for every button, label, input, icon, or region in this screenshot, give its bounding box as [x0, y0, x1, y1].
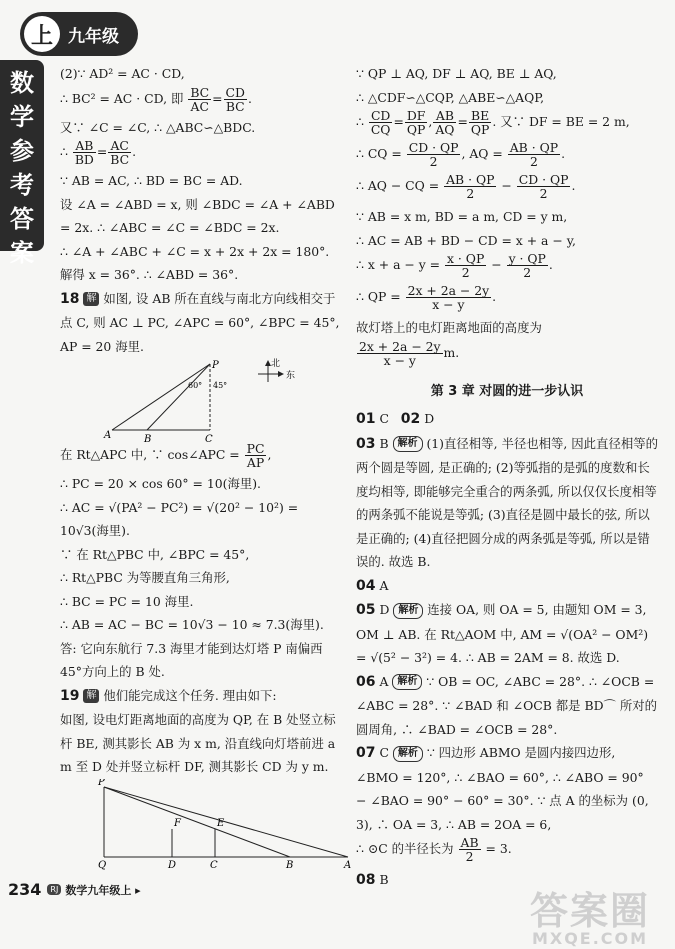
solution-line: 又∵ ∠C = ∠C, ∴ △ABC∽△BDC.: [60, 119, 256, 135]
sidebar-char: 参: [10, 137, 34, 165]
sidebar-char: 考: [10, 171, 34, 199]
fraction: $\frac{y \cdot QP}{2}$: [508, 251, 546, 280]
fraction: $\frac{AB \cdot QP}{2}$: [509, 140, 559, 169]
page-footer: [8, 880, 141, 899]
solution-line: ∴ x + a − y = $\frac{x \cdot QP}{2}$ − $\frac{y \cdot QP}{2}$ .: [356, 251, 553, 280]
watermark-text: 答案圈: [530, 889, 651, 933]
solution-line: ∵ 在 Rt△PBC 中, ∠BPC = 45°,: [60, 546, 250, 562]
angle-45: 45°: [213, 381, 228, 390]
solution-badge: 解: [83, 292, 99, 306]
solution-line: ∴ ∠A + ∠ABC + ∠C = x + 2x + 2x = 180°.: [60, 243, 330, 259]
analysis-badge: 解析: [393, 436, 423, 452]
solution-line: 在 Rt△APC 中, ∵ cos∠APC = $\frac{PC}{AP}$ ,: [60, 441, 272, 470]
solution-line: (2)∵ AD² = AC · CD,: [60, 66, 185, 81]
answer-07: 07 C 解析 ∵ 四边形 ABMO 是圆内接四边形, ∠BMO = 120°, ∴ ∠BAO = 60°, ∴ ∠ABO = 90° − ∠BAO = 90° − 60° = 30°. ∵ 点 A 的坐标为 (0, 3), ∴ OA = 3, ∴ AB = 2OA = 6,: [356, 745, 649, 832]
solution-line: $\frac{2x + 2a - 2y}{x - y}$ m.: [359, 338, 460, 368]
solution-line: 如图, 设电灯距离地面的高度为 QP, 在 B 处竖立标杆 BE, 测其影长 AB 为 x m, 沿直线向灯塔前进 a m 至 D 处并竖立标杆 DF, 测其影长 CD 为 y m.: [60, 712, 336, 774]
solution-line: 故灯塔上的电灯距离地面的高度为: [356, 320, 542, 335]
grade-header: [20, 12, 138, 56]
fraction: $\frac{AB}{AQ}$: [435, 108, 455, 137]
answer-06: 06 A 解析 ∵ OB = OC, ∠ABC = 28°. ∴ ∠OCB = ∠ABC = 28°. ∵ ∠BAD 和 ∠OCB 都是 BD⌒ 所对的圆周角, ∴ ∠BAD = ∠OCB = 28°.: [356, 673, 658, 737]
fraction: $\frac{CD \cdot QP}{2}$: [408, 140, 459, 169]
analysis-badge: 解析: [393, 603, 423, 619]
compass-north: 北: [271, 359, 281, 369]
left-column: [60, 62, 352, 871]
fraction: $\frac{DF}{QP}$: [406, 108, 426, 137]
answer-03: 03 B 解析 (1)直径相等, 半径也相等, 因此直径相等的两个圆是等圆, 是正确的; (2)等弧指的是弧的度数和长度均相等, 即能够完全重合的两条弧, 所以仅仅长度相等的两条弧不能说是等弧; (3)直径是圆中最长的弦, 所以是正确的; (4)直径把圆分成的两条弧是等弧, 所以是错误的. 故选 B.: [356, 435, 659, 569]
solution-line: ∵ AB = x m, BD = a m, CD = y m,: [356, 209, 568, 224]
fraction: $\frac{AB}{BD}$: [74, 138, 94, 167]
label-P: P: [212, 360, 219, 371]
solution-line: ∴ AQ − CQ = $\frac{AB \cdot QP}{2}$ − $\frac{CD \cdot QP}{2}$ .: [356, 172, 576, 201]
publisher-logo: RJ: [47, 884, 61, 895]
label-P: P: [98, 778, 105, 788]
solution-line: ∴ QP = $\frac{2x + 2a - 2y}{x - y}$ .: [356, 283, 497, 312]
watermark: [530, 880, 650, 948]
fraction: $\frac{BE}{QP}$: [470, 108, 490, 137]
fraction: $\frac{AB \cdot QP}{2}$: [446, 172, 495, 201]
solution-line: ∴ CQ = $\frac{CD \cdot QP}{2}$ , AQ = $\frac{AB \cdot QP}{2}$ .: [356, 140, 566, 169]
fraction: $\frac{CD \cdot QP}{2}$: [518, 172, 569, 201]
solution-line: ∴ $\frac{AB}{BD}$ = $\frac{AC}{BC}$ .: [60, 138, 137, 167]
solution-line: ∴ BC² = AC · CD, 即 $\frac{BC}{AC}$ = $\frac{CD}{BC}$ .: [60, 84, 252, 114]
label-A: A: [104, 430, 112, 441]
solution-line: ∴ AB = AC − BC = 10√3 − 10 ≈ 7.3(海里).: [60, 617, 324, 632]
fraction: $\frac{2x + 2a - 2y}{x - y}$: [407, 283, 490, 312]
sidebar-char: 答: [10, 205, 34, 233]
question-number: 18: [60, 290, 80, 307]
question-19: 19 解 他们能完成这个任务. 理由如下:: [60, 687, 277, 704]
answer-05: 05 D 解析 连接 OA, 则 OA = 5, 由题知 OM = 3, OM ⊥ AB. 在 Rt△AOM 中, AM = √(OA² − OM²) = √(5² − 3²) = 4. ∴ AB = 2AM = 8. 故选 D.: [356, 602, 649, 665]
answer-08: 08 B: [356, 872, 389, 888]
figure-18: [100, 358, 340, 442]
solution-line: ∴ Rt△PBC 为等腰直角三角形,: [60, 570, 230, 585]
sidebar-char: 学: [10, 103, 34, 131]
right-column: [356, 62, 658, 893]
angle-60: 60°: [188, 381, 203, 390]
label-C: C: [205, 434, 213, 442]
label-B: B: [144, 434, 152, 442]
solution-line: ∴ AC = √(PA² − PC²) = √(20² − 10²) = 10√3(海里).: [60, 499, 299, 538]
question-18: 18 解 如图, 设 AB 所在直线与南北方向线相交于点 C, 则 AC ⊥ PC, ∠APC = 60°, ∠BPC = 45°, AP = 20 海里.: [60, 290, 340, 354]
analysis-badge: 解析: [393, 746, 423, 762]
fraction: $\frac{AC}{BC}$: [110, 138, 130, 167]
analysis-badge: 解析: [392, 674, 422, 690]
solution-line: ∴ PC = 20 × cos 60° = 10(海里).: [60, 476, 261, 491]
label-A: A: [344, 859, 352, 871]
grade-label: 九年级: [68, 26, 119, 47]
chapter-title: 第 3 章 对圆的进一步认识: [430, 383, 584, 399]
sidebar-tab: [0, 60, 44, 267]
question-number: 19: [60, 687, 80, 704]
fraction: $\frac{BC}{AC}$: [190, 84, 210, 114]
label-F: F: [174, 817, 181, 829]
solution-line: ∴ ⊙C 的半径长为 $\frac{AB}{2}$ = 3.: [356, 835, 512, 864]
fraction: $\frac{CD}{BC}$: [225, 84, 245, 114]
answer-line: 01 C 02 D: [356, 411, 435, 427]
solution-line: 解得 x = 36°. ∴ ∠ABD = 36°.: [60, 267, 239, 282]
page-number: 234: [8, 880, 42, 899]
sidebar-char: 数: [10, 69, 34, 97]
fraction: $\frac{2x + 2a - 2y}{x - y}$: [359, 338, 441, 368]
solution-line: 设 ∠A = ∠ABD = x, 则 ∠BDC = ∠A + ∠ABD = 2x. ∴ ∠ABC = ∠C = ∠BDC = 2x.: [60, 196, 335, 235]
compass-east: 东: [286, 371, 296, 381]
label-E: E: [217, 817, 225, 829]
sidebar-char: 案: [10, 239, 34, 267]
label-C: C: [210, 859, 218, 871]
fraction: $\frac{CD}{CQ}$: [370, 108, 391, 137]
label-D: D: [168, 859, 177, 871]
label-B: B: [286, 859, 294, 871]
solution-line: ∴ BC = PC = 10 海里.: [60, 593, 194, 609]
fraction: $\frac{x \cdot QP}{2}$: [446, 251, 485, 280]
solution-line: ∵ AB = AC, ∴ BD = BC = AD.: [60, 173, 243, 188]
solution-line: ∴ △CDF∽△CQP, △ABE∽△AQP,: [356, 89, 545, 105]
figure-19: [90, 779, 360, 871]
solution-badge: 解: [83, 689, 99, 703]
fraction: $\frac{AB}{2}$: [460, 835, 479, 864]
solution-line: ∴ $\frac{CD}{CQ}$ = $\frac{DF}{QP}$ , $\frac{AB}{AQ}$ = $\frac{BE}{QP}$ . 又∵ DF = BE = 2 m,: [356, 108, 630, 137]
solution-line: ∴ AC = AB + BD − CD = x + a − y,: [356, 232, 576, 248]
volume-badge: 上: [24, 16, 60, 52]
answer-04: 04 A: [356, 577, 389, 594]
solution-line: ∵ QP ⊥ AQ, DF ⊥ AQ, BE ⊥ AQ,: [356, 66, 557, 81]
fraction: $\frac{PC}{AP}$: [246, 441, 265, 470]
watermark-url: MXQE.COM: [531, 929, 649, 948]
footer-label: 数学九年级上 ▸: [65, 883, 141, 897]
label-Q: Q: [98, 859, 107, 871]
solution-line: 答: 它向东航行 7.3 海里才能到达灯塔 P 南偏西 45°方向上的 B 处.: [60, 640, 323, 679]
